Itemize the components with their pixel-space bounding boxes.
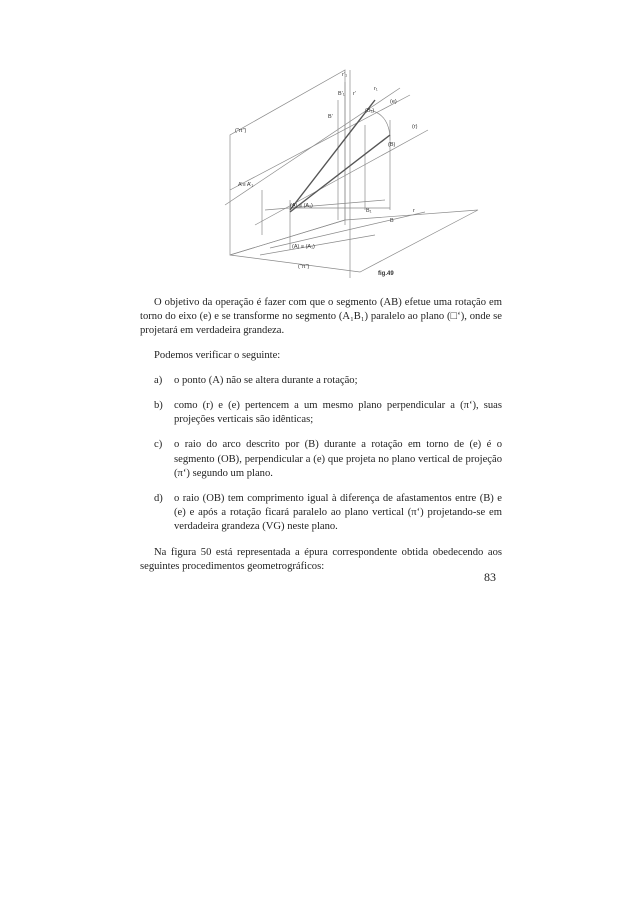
label-r-prime: r’ [353,91,357,97]
label-b1-prime: B’₁ [338,91,345,97]
line-oblique-2 [230,95,410,190]
list-marker: b) [154,400,163,412]
figure-caption: fig.49 [378,271,394,277]
list-item [140,492,502,535]
list-item-text: o ponto (A) não se altera durante a rotação; [174,374,358,386]
label-r1-prime: r’₁ [342,72,348,78]
label-e: (e) [390,99,397,105]
vertical-plane [230,70,348,255]
label-b: (B) [388,142,396,148]
paragraph-figure-50: Na figura 50 está representada a épura correspondente obtida obedecendo aos seguintes procedimentos geometrográficos: [140,546,502,572]
label-b-prime: B’ [328,114,333,120]
paragraph-objective: O objetivo da operação é fazer com que o segmento (AB) efetue uma rotação em torno do eixo (e) e se transforme no segmento (A₁B₁) paralelo ao plano (□‘), onde se projetará em verdadeira grandeza. [140,297,502,337]
label-a-origin: (A) ≡ (A₁) [290,203,313,209]
label-a-prime: A’≡ A’₁ [238,182,254,188]
label-r: (r) [412,124,418,130]
list-marker: a) [154,374,163,386]
list-item [140,399,502,427]
label-pi-horizontal: ("π") [298,264,310,270]
list-item [140,438,502,481]
list-item-text: como (r) e (e) pertencem a um mesmo plano perpendicular a (π‘), suas projeções verticais são idênticas; [174,400,502,426]
list-item-text: o raio (OB) tem comprimento igual à diferença de afastamentos entre (B) e (e) e após a rotação ficará paralelo ao plano vertical (π‘) projetando-se em verdadeira grandeza (VG) neste plano. [174,493,502,533]
label-r1: r₁ [374,86,378,92]
segment-original [290,135,390,212]
label-b-lower: B [390,218,394,224]
label-pi-vertical: ("π") [235,128,247,134]
horizontal-plane [230,210,478,272]
geometry-drawing [210,60,490,282]
list-item [140,374,502,388]
body-text [140,296,502,574]
list-marker: c) [154,439,163,451]
label-r-lower: r [413,208,415,214]
label-a-bottom: (A) ≡ (A₁) [292,244,315,250]
label-b1: (B₁) [365,108,375,114]
list-item-text: o raio do arco descrito por (B) durante a rotação em torno de (e) é o segmento (OB), perpendicular a (e) que projeta no plano vertical de projeção (π‘) segundo um plano. [174,439,502,479]
line-oblique-5 [270,212,425,248]
paragraph-verify: Podemos verificar o seguinte: [154,349,281,361]
figure-49 [210,60,490,282]
list-marker: d) [154,493,163,505]
page-number: 83 [484,570,496,584]
label-b1-lower: B₁ [366,208,372,214]
line-oblique-6 [260,235,375,255]
